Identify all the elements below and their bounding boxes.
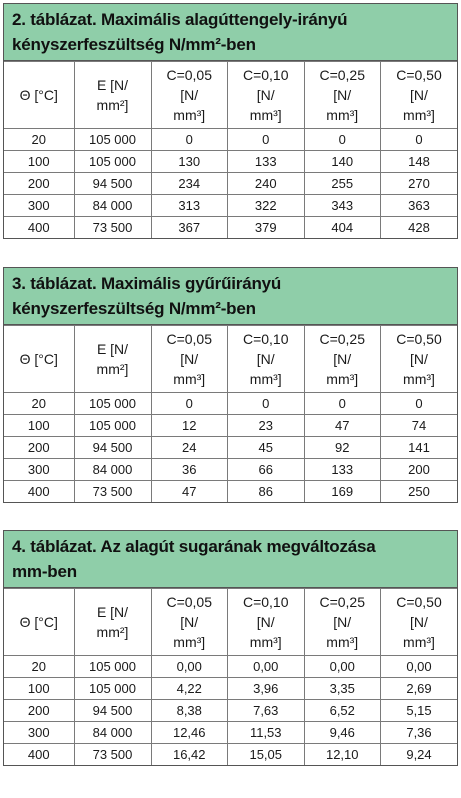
header-line: mm²] bbox=[96, 624, 129, 640]
header-line: C=0,05 bbox=[166, 594, 213, 610]
table-cell: 105 000 bbox=[74, 151, 151, 173]
table-cell: 300 bbox=[4, 195, 74, 217]
header-line: mm³] bbox=[326, 107, 359, 123]
header-line: [N/ bbox=[180, 614, 199, 630]
table-cell: 400 bbox=[4, 217, 74, 239]
header-c1 bbox=[151, 326, 228, 393]
table-cell: 6,52 bbox=[304, 700, 381, 722]
table-cell: 84 000 bbox=[74, 459, 151, 481]
header-theta: Θ [°C] bbox=[4, 589, 74, 656]
header-theta: Θ [°C] bbox=[4, 326, 74, 393]
table-row bbox=[4, 415, 457, 437]
table-row bbox=[4, 678, 457, 700]
table-cell: 148 bbox=[381, 151, 458, 173]
table-cell: 0,00 bbox=[304, 656, 381, 678]
data-table bbox=[4, 325, 457, 502]
header-line: C=0,10 bbox=[242, 67, 289, 83]
table-title bbox=[4, 4, 457, 61]
table-cell: 255 bbox=[304, 173, 381, 195]
table-cell: 36 bbox=[151, 459, 228, 481]
table-cell: 100 bbox=[4, 415, 74, 437]
table-cell: 12,10 bbox=[304, 744, 381, 766]
table-cell: 0 bbox=[381, 129, 458, 151]
table-row bbox=[4, 656, 457, 678]
table-cell: 47 bbox=[304, 415, 381, 437]
table-cell: 73 500 bbox=[74, 744, 151, 766]
header-row bbox=[4, 326, 457, 393]
header-line: [N/ bbox=[333, 614, 352, 630]
header-line: E [N/ bbox=[96, 77, 129, 93]
header-e-modulus bbox=[74, 62, 151, 129]
table-cell: 9,24 bbox=[381, 744, 458, 766]
table-cell: 7,63 bbox=[228, 700, 305, 722]
table-cell: 66 bbox=[228, 459, 305, 481]
table-cell: 0,00 bbox=[228, 656, 305, 678]
header-line: C=0,10 bbox=[242, 331, 289, 347]
table-cell: 100 bbox=[4, 678, 74, 700]
table-cell: 24 bbox=[151, 437, 228, 459]
header-line: C=0,25 bbox=[319, 67, 366, 83]
table-cell: 133 bbox=[228, 151, 305, 173]
table-row bbox=[4, 744, 457, 766]
table-row bbox=[4, 481, 457, 503]
table-cell: 73 500 bbox=[74, 217, 151, 239]
table-row bbox=[4, 195, 457, 217]
header-line: [N/ bbox=[180, 351, 199, 367]
table-cell: 7,36 bbox=[381, 722, 458, 744]
table-title-line-1: 3. táblázat. Maximális gyűrűirányú bbox=[12, 274, 282, 293]
table-cell: 45 bbox=[228, 437, 305, 459]
header-line: mm³] bbox=[326, 371, 359, 387]
table-cell: 92 bbox=[304, 437, 381, 459]
table-row bbox=[4, 722, 457, 744]
header-line: mm³] bbox=[249, 107, 282, 123]
table-cell: 105 000 bbox=[74, 415, 151, 437]
table-cell: 0 bbox=[228, 129, 305, 151]
table-cell: 0 bbox=[304, 393, 381, 415]
table-cell: 94 500 bbox=[74, 173, 151, 195]
table-cell: 12 bbox=[151, 415, 228, 437]
table-title bbox=[4, 531, 457, 588]
table-row bbox=[4, 217, 457, 239]
header-c1 bbox=[151, 62, 228, 129]
table-cell: 11,53 bbox=[228, 722, 305, 744]
header-line: [N/ bbox=[256, 614, 275, 630]
header-e-modulus bbox=[74, 326, 151, 393]
table-cell: 74 bbox=[381, 415, 458, 437]
table-cell: 9,46 bbox=[304, 722, 381, 744]
table-cell: 5,15 bbox=[381, 700, 458, 722]
table-row bbox=[4, 129, 457, 151]
table-cell: 47 bbox=[151, 481, 228, 503]
header-line: [N/ bbox=[410, 87, 428, 103]
table-cell: 3,35 bbox=[304, 678, 381, 700]
table-cell: 169 bbox=[304, 481, 381, 503]
header-c3 bbox=[304, 326, 381, 393]
table-cell: 20 bbox=[4, 656, 74, 678]
table-cell: 20 bbox=[4, 129, 74, 151]
table-cell: 94 500 bbox=[74, 700, 151, 722]
table-cell: 343 bbox=[304, 195, 381, 217]
table-title-line-1: 4. táblázat. Az alagút sugarának megváltozása bbox=[12, 537, 376, 556]
header-theta: Θ [°C] bbox=[4, 62, 74, 129]
header-line: mm³] bbox=[403, 371, 435, 387]
table-cell: 140 bbox=[304, 151, 381, 173]
table-cell: 105 000 bbox=[74, 393, 151, 415]
table-cell: 141 bbox=[381, 437, 458, 459]
header-line: mm³] bbox=[326, 634, 359, 650]
header-c3 bbox=[304, 589, 381, 656]
header-line: [N/ bbox=[333, 351, 352, 367]
table-2-block bbox=[3, 3, 458, 239]
table-cell: 240 bbox=[228, 173, 305, 195]
table-row bbox=[4, 700, 457, 722]
header-line: C=0,05 bbox=[166, 67, 213, 83]
table-cell: 200 bbox=[4, 700, 74, 722]
table-cell: 200 bbox=[4, 437, 74, 459]
header-c4 bbox=[381, 589, 458, 656]
table-cell: 404 bbox=[304, 217, 381, 239]
table-cell: 322 bbox=[228, 195, 305, 217]
header-c2 bbox=[228, 589, 305, 656]
header-line: [N/ bbox=[180, 87, 199, 103]
header-line: [N/ bbox=[410, 351, 428, 367]
header-c1 bbox=[151, 589, 228, 656]
table-cell: 200 bbox=[381, 459, 458, 481]
table-cell: 2,69 bbox=[381, 678, 458, 700]
table-title-line-2: kényszerfeszültség N/mm²-ben bbox=[12, 35, 256, 54]
table-cell: 4,22 bbox=[151, 678, 228, 700]
table-row bbox=[4, 393, 457, 415]
header-c3 bbox=[304, 62, 381, 129]
header-c2 bbox=[228, 62, 305, 129]
table-cell: 400 bbox=[4, 481, 74, 503]
header-line: C=0,10 bbox=[242, 594, 289, 610]
table-cell: 0,00 bbox=[151, 656, 228, 678]
table-cell: 367 bbox=[151, 217, 228, 239]
table-row bbox=[4, 173, 457, 195]
table-cell: 3,96 bbox=[228, 678, 305, 700]
header-line: E [N/ bbox=[96, 341, 129, 357]
table-cell: 0 bbox=[381, 393, 458, 415]
table-cell: 270 bbox=[381, 173, 458, 195]
header-line: C=0,50 bbox=[396, 331, 442, 347]
table-cell: 0 bbox=[228, 393, 305, 415]
table-cell: 300 bbox=[4, 459, 74, 481]
header-line: mm³] bbox=[173, 107, 206, 123]
table-title-line-2: kényszerfeszültség N/mm²-ben bbox=[12, 299, 256, 318]
table-cell: 20 bbox=[4, 393, 74, 415]
table-3-block bbox=[3, 267, 458, 503]
data-table bbox=[4, 61, 457, 238]
table-cell: 0,00 bbox=[381, 656, 458, 678]
header-row bbox=[4, 589, 457, 656]
table-cell: 16,42 bbox=[151, 744, 228, 766]
table-cell: 23 bbox=[228, 415, 305, 437]
table-cell: 130 bbox=[151, 151, 228, 173]
table-cell: 133 bbox=[304, 459, 381, 481]
table-cell: 15,05 bbox=[228, 744, 305, 766]
table-title-line-2: mm-ben bbox=[12, 562, 77, 581]
header-line: mm³] bbox=[173, 371, 206, 387]
table-cell: 250 bbox=[381, 481, 458, 503]
table-4-block bbox=[3, 530, 458, 766]
table-cell: 200 bbox=[4, 173, 74, 195]
table-row bbox=[4, 151, 457, 173]
header-line: [N/ bbox=[333, 87, 352, 103]
table-cell: 94 500 bbox=[74, 437, 151, 459]
header-line: C=0,05 bbox=[166, 331, 213, 347]
table-cell: 73 500 bbox=[74, 481, 151, 503]
table-cell: 0 bbox=[151, 129, 228, 151]
header-line: mm³] bbox=[173, 634, 206, 650]
table-cell: 105 000 bbox=[74, 678, 151, 700]
table-cell: 84 000 bbox=[74, 195, 151, 217]
table-cell: 8,38 bbox=[151, 700, 228, 722]
header-line: mm³] bbox=[249, 634, 282, 650]
header-line: E [N/ bbox=[96, 604, 129, 620]
header-line: [N/ bbox=[256, 351, 275, 367]
table-cell: 105 000 bbox=[74, 656, 151, 678]
table-title bbox=[4, 268, 457, 325]
header-line: C=0,25 bbox=[319, 331, 366, 347]
table-cell: 300 bbox=[4, 722, 74, 744]
table-cell: 12,46 bbox=[151, 722, 228, 744]
data-table bbox=[4, 588, 457, 765]
header-line: [N/ bbox=[410, 614, 428, 630]
table-row bbox=[4, 459, 457, 481]
header-line: mm³] bbox=[403, 634, 435, 650]
header-row bbox=[4, 62, 457, 129]
table-cell: 234 bbox=[151, 173, 228, 195]
header-line: mm²] bbox=[96, 97, 129, 113]
table-cell: 86 bbox=[228, 481, 305, 503]
header-c4 bbox=[381, 326, 458, 393]
header-c2 bbox=[228, 326, 305, 393]
header-c4 bbox=[381, 62, 458, 129]
table-cell: 84 000 bbox=[74, 722, 151, 744]
table-cell: 0 bbox=[151, 393, 228, 415]
table-title-line-1: 2. táblázat. Maximális alagúttengely-irányú bbox=[12, 10, 348, 29]
table-cell: 0 bbox=[304, 129, 381, 151]
table-cell: 313 bbox=[151, 195, 228, 217]
table-cell: 428 bbox=[381, 217, 458, 239]
table-row bbox=[4, 437, 457, 459]
header-line: [N/ bbox=[256, 87, 275, 103]
header-e-modulus bbox=[74, 589, 151, 656]
table-cell: 100 bbox=[4, 151, 74, 173]
table-cell: 363 bbox=[381, 195, 458, 217]
header-line: mm³] bbox=[249, 371, 282, 387]
table-cell: 379 bbox=[228, 217, 305, 239]
header-line: mm²] bbox=[96, 361, 129, 377]
header-line: C=0,50 bbox=[396, 67, 442, 83]
table-cell: 105 000 bbox=[74, 129, 151, 151]
header-line: C=0,50 bbox=[396, 594, 442, 610]
table-cell: 400 bbox=[4, 744, 74, 766]
header-line: C=0,25 bbox=[319, 594, 366, 610]
header-line: mm³] bbox=[403, 107, 435, 123]
